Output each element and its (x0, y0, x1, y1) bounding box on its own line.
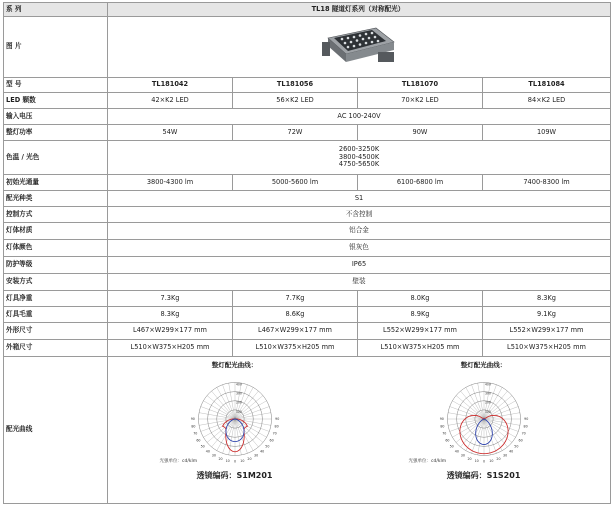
photometric-panel-s1m201 (160, 362, 310, 481)
polar-angle-tick: 40 (508, 449, 513, 454)
installation-value: 壁装 (108, 274, 611, 291)
power-value: 90W (358, 125, 483, 141)
control-label: 控制方式 (4, 207, 108, 223)
color-temp-row (4, 141, 611, 175)
series-label: 系 列 (4, 3, 108, 17)
polar-angle-tick: 30 (211, 454, 216, 459)
power-value: 72W (233, 125, 358, 141)
polar-angle-tick: 80 (523, 424, 528, 429)
polar-angle-tick: 80 (439, 424, 444, 429)
luminous-flux-label: 初始光通量 (4, 175, 108, 191)
net-weight-value: 8.3Kg (483, 291, 611, 307)
color-temp-value: 3800-4500K (338, 152, 380, 161)
polar-ring-label: 400 (235, 382, 242, 387)
polar-angle-tick: 80 (274, 424, 279, 429)
power-row (4, 125, 611, 141)
image-label: 图 片 (4, 17, 108, 78)
dimensions-label: 外形尺寸 (4, 323, 108, 340)
optic-type-row (4, 191, 611, 207)
package-label: 外箱尺寸 (4, 340, 108, 357)
polar-angle-tick: 90 (439, 417, 444, 422)
polar-angle-tick: 20 (246, 457, 252, 462)
luminous-flux-row (4, 175, 611, 191)
curve-title: 整灯配光曲线： (211, 361, 258, 369)
spec-table (3, 2, 611, 504)
image-cell (108, 17, 611, 78)
dimensions-row (4, 323, 611, 340)
color-temp-cell (108, 141, 611, 175)
polar-angle-tick: 40 (205, 449, 210, 454)
power-value: 54W (108, 125, 233, 141)
polar-angle-tick: 90 (274, 417, 279, 422)
polar-angle-tick: 40 (454, 449, 459, 454)
polar-angle-tick: 70 (441, 432, 446, 437)
polar-angle-tick: 20 (466, 457, 472, 462)
gross-weight-value: 8.9Kg (358, 307, 483, 323)
body-color-label: 灯体颜色 (4, 240, 108, 257)
polar-angle-tick: 10 (488, 459, 493, 464)
luminous-flux-value: 3800-4300 lm (108, 175, 233, 191)
model-value: TL181070 (358, 78, 483, 93)
polar-angle-tick: 90 (190, 417, 195, 422)
model-value: TL181056 (233, 78, 358, 93)
polar-ring-label: 100 (235, 410, 242, 415)
tunnel-light-image (314, 22, 404, 72)
polar-angle-tick: 0 (482, 459, 485, 464)
polar-angle-tick: 30 (460, 454, 465, 459)
polar-curve-chart (436, 371, 532, 467)
header-row (4, 3, 611, 17)
lens-code: 透镜编码：S1S201 (446, 471, 521, 481)
color-temp-value: 4750-5650K (338, 160, 380, 169)
polar-ring-label: 100 (484, 410, 491, 415)
dimensions-value: L552×W299×177 mm (483, 323, 611, 340)
net-weight-value: 7.3Kg (108, 291, 233, 307)
led-count-value: 84×K2 LED (483, 93, 611, 109)
led-count-value: 56×K2 LED (233, 93, 358, 109)
color-temp-value: 2600-3250K (338, 145, 380, 154)
polar-angle-tick: 70 (521, 432, 526, 437)
ip-rating-value: IP65 (108, 257, 611, 274)
optic-type-value: S1 (108, 191, 611, 207)
ip-rating-label: 防护等级 (4, 257, 108, 274)
control-value: 不含控制 (108, 207, 611, 223)
net-weight-row (4, 291, 611, 307)
polar-angle-tick: 0 (233, 459, 236, 464)
dimensions-value: L467×W299×177 mm (233, 323, 358, 340)
polar-angle-tick: 20 (217, 457, 223, 462)
power-value: 109W (483, 125, 611, 141)
polar-angle-tick: 70 (192, 432, 197, 437)
series-title: TL18 隧道灯系列（对称配光） (108, 3, 611, 17)
polar-angle-tick: 20 (495, 457, 501, 462)
package-row (4, 340, 611, 357)
intensity-unit: 光强单位：cd/klm (408, 459, 447, 465)
body-color-row (4, 240, 611, 257)
body-material-label: 灯体材质 (4, 223, 108, 240)
gross-weight-row (4, 307, 611, 323)
optic-type-label: 配光种类 (4, 191, 108, 207)
package-value: L510×W375×H205 mm (358, 340, 483, 357)
polar-angle-tick: 50 (513, 444, 518, 449)
net-weight-label: 灯具净重 (4, 291, 108, 307)
lens-code: 透镜编码：S1M201 (196, 471, 273, 481)
photometric-row (4, 357, 611, 504)
body-color-value: 银灰色 (108, 240, 611, 257)
polar-angle-tick: 80 (190, 424, 195, 429)
polar-ring-label: 200 (484, 401, 491, 406)
photometric-cell (108, 357, 611, 504)
polar-curve-chart (187, 371, 283, 467)
polar-angle-tick: 60 (195, 438, 200, 443)
polar-angle-tick: 40 (259, 449, 264, 454)
image-row (4, 17, 611, 78)
model-row (4, 78, 611, 93)
polar-angle-tick: 50 (264, 444, 269, 449)
polar-angle-tick: 30 (253, 454, 258, 459)
polar-angle-tick: 10 (239, 459, 244, 464)
input-voltage-label: 输入电压 (4, 109, 108, 125)
polar-angle-tick: 10 (225, 459, 230, 464)
polar-angle-tick: 60 (518, 438, 523, 443)
package-value: L510×W375×H205 mm (483, 340, 611, 357)
polar-ring-label: 300 (235, 391, 242, 396)
gross-weight-value: 8.6Kg (233, 307, 358, 323)
photometric-panel-s1s201 (409, 362, 559, 481)
installation-label: 安装方式 (4, 274, 108, 291)
photometric-label: 配光曲线 (4, 357, 108, 504)
polar-angle-tick: 50 (200, 444, 205, 449)
net-weight-value: 8.0Kg (358, 291, 483, 307)
polar-angle-tick: 50 (449, 444, 454, 449)
ip-rating-row (4, 257, 611, 274)
gross-weight-value: 9.1Kg (483, 307, 611, 323)
net-weight-value: 7.7Kg (233, 291, 358, 307)
color-temp-label: 色温 / 光色 (4, 141, 108, 175)
polar-angle-tick: 90 (523, 417, 528, 422)
luminous-flux-value: 5000-5600 lm (233, 175, 358, 191)
luminous-flux-value: 6100-6800 lm (358, 175, 483, 191)
curve-title: 整灯配光曲线： (460, 361, 507, 369)
polar-angle-tick: 60 (444, 438, 449, 443)
input-voltage-row (4, 109, 611, 125)
package-value: L510×W375×H205 mm (108, 340, 233, 357)
control-row (4, 207, 611, 223)
polar-angle-tick: 60 (269, 438, 274, 443)
gross-weight-value: 8.3Kg (108, 307, 233, 323)
body-material-value: 铝合金 (108, 223, 611, 240)
led-count-value: 42×K2 LED (108, 93, 233, 109)
power-label: 整灯功率 (4, 125, 108, 141)
polar-ring-label: 200 (235, 401, 242, 406)
model-label: 型 号 (4, 78, 108, 93)
body-material-row (4, 223, 611, 240)
installation-row (4, 274, 611, 291)
intensity-unit: 光强单位：cd/klm (159, 459, 198, 465)
gross-weight-label: 灯具毛重 (4, 307, 108, 323)
input-voltage-value: AC 100-240V (108, 109, 611, 125)
dimensions-value: L467×W299×177 mm (108, 323, 233, 340)
model-value: TL181084 (483, 78, 611, 93)
led-count-label: LED 颗数 (4, 93, 108, 109)
polar-angle-tick: 30 (502, 454, 507, 459)
led-count-value: 70×K2 LED (358, 93, 483, 109)
polar-angle-tick: 70 (272, 432, 277, 437)
luminous-flux-value: 7400-8300 lm (483, 175, 611, 191)
polar-ring-label: 300 (484, 391, 491, 396)
led-count-row (4, 93, 611, 109)
package-value: L510×W375×H205 mm (233, 340, 358, 357)
polar-angle-tick: 10 (474, 459, 479, 464)
model-value: TL181042 (108, 78, 233, 93)
polar-ring-label: 400 (484, 382, 491, 387)
dimensions-value: L552×W299×177 mm (358, 323, 483, 340)
